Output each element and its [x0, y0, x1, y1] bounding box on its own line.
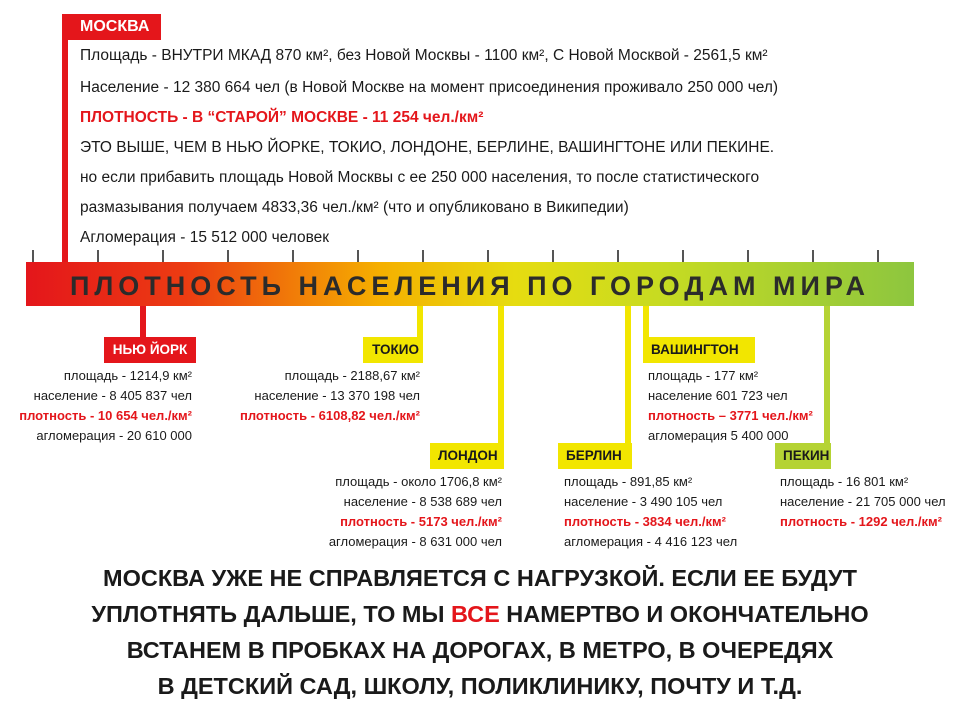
tokyo-area: площадь - 2188,67 км²: [284, 368, 420, 383]
beijing-info: [780, 472, 946, 532]
washington-agglomeration: агломерация 5 400 000: [648, 428, 789, 443]
berlin-density: плотность - 3834 чел./км²: [564, 514, 726, 529]
bottom-statement: [0, 560, 960, 704]
newyork-pointer-line: [140, 306, 146, 338]
berlin-area: площадь - 891,85 км²: [564, 474, 693, 489]
moscow-label: МОСКВА: [62, 14, 161, 40]
beijing-population: население - 21 705 000 чел: [780, 494, 946, 509]
moscow-note-2: размазывания получаем 4833,36 чел./км² (что и опубликовано в Википедии): [80, 199, 629, 216]
moscow-area: Площадь - ВНУТРИ МКАД 870 км², без Новой Москвы - 1100 км², С Новой Москвой - 2561,5 км²: [80, 47, 768, 64]
beijing-density: плотность - 1292 чел./км²: [780, 514, 942, 529]
berlin-label: БЕРЛИН: [558, 443, 632, 469]
moscow-note-1: но если прибавить площадь Новой Москвы с ее 250 000 населения, то после статистического: [80, 169, 760, 186]
bottom-line-2: [0, 596, 960, 632]
newyork-agglomeration: агломерация - 20 610 000: [36, 428, 192, 443]
washington-density: плотность – 3771 чел./км²: [648, 408, 813, 423]
washington-population: население 601 723 чел: [648, 388, 788, 403]
newyork-population: население - 8 405 837 чел: [33, 388, 192, 403]
tokyo-label: ТОКИО: [363, 337, 423, 363]
london-population: население - 8 538 689 чел: [343, 494, 502, 509]
beijing-pointer-line: [824, 306, 830, 444]
moscow-population: Население - 12 380 664 чел (в Новой Москве на момент присоединения проживало 250 000 чел): [80, 79, 779, 96]
berlin-info: [564, 472, 737, 552]
tokyo-info: [240, 366, 420, 426]
bottom-line-4: В ДЕТСКИЙ САД, ШКОЛУ, ПОЛИКЛИНИКУ, ПОЧТУ И Т.Д.: [157, 673, 803, 699]
berlin-pointer-line: [625, 306, 631, 444]
london-label: ЛОНДОН: [430, 443, 504, 469]
washington-area: площадь - 177 км²: [648, 368, 759, 383]
tokyo-density: плотность - 6108,82 чел./км²: [239, 408, 420, 423]
ruler-title: ПЛОТНОСТЬ НАСЕЛЕНИЯ ПО ГОРОДАМ МИРА: [69, 271, 871, 301]
moscow-comparison: ЭТО ВЫШЕ, ЧЕМ В НЬЮ ЙОРКЕ, ТОКИО, ЛОНДОНЕ, БЕРЛИНЕ, ВАШИНГТОНЕ ИЛИ ПЕКИНЕ.: [80, 139, 775, 156]
bottom-line-3: ВСТАНЕМ В ПРОБКАХ НА ДОРОГАХ, В МЕТРО, В ОЧЕРЕДЯХ: [126, 637, 834, 663]
berlin-agglomeration: агломерация - 4 416 123 чел: [564, 534, 738, 549]
bottom-line-1: МОСКВА УЖЕ НЕ СПРАВЛЯЕТСЯ С НАГРУЗКОЙ. ЕСЛИ ЕЕ БУДУТ: [103, 565, 857, 591]
moscow-agglomeration: Агломерация - 15 512 000 человек: [80, 229, 330, 246]
newyork-label: НЬЮ ЙОРК: [104, 337, 196, 363]
washington-info: [648, 366, 813, 446]
berlin-population: население - 3 490 105 чел: [564, 494, 723, 509]
tokyo-population: население - 13 370 198 чел: [254, 388, 420, 403]
bottom-highlight-word: ВСЕ: [451, 601, 500, 627]
newyork-info: [19, 366, 192, 446]
moscow-pointer-line: [62, 14, 68, 264]
london-pointer-line: [498, 306, 504, 444]
washington-pointer-line: [643, 306, 649, 338]
bottom-line-2-start: УПЛОТНЯТЬ ДАЛЬШЕ, ТО МЫ: [91, 601, 452, 627]
tokyo-pointer-line: [417, 306, 423, 338]
moscow-density: ПЛОТНОСТЬ - В “СТАРОЙ” МОСКВЕ - 11 254 чел./км²: [80, 109, 484, 126]
london-agglomeration: агломерация - 8 631 000 чел: [328, 534, 502, 549]
beijing-area: площадь - 16 801 км²: [780, 474, 909, 489]
washington-label: ВАШИНГТОН: [643, 337, 755, 363]
newyork-density: плотность - 10 654 чел./км²: [19, 408, 192, 423]
beijing-label: ПЕКИН: [775, 443, 831, 469]
london-info: [329, 472, 502, 552]
london-density: плотность - 5173 чел./км²: [340, 514, 502, 529]
bottom-line-2-end: НАМЕРТВО И ОКОНЧАТЕЛЬНО: [499, 601, 869, 627]
london-area: площадь - около 1706,8 км²: [335, 474, 502, 489]
newyork-area: площадь - 1214,9 км²: [63, 368, 192, 383]
